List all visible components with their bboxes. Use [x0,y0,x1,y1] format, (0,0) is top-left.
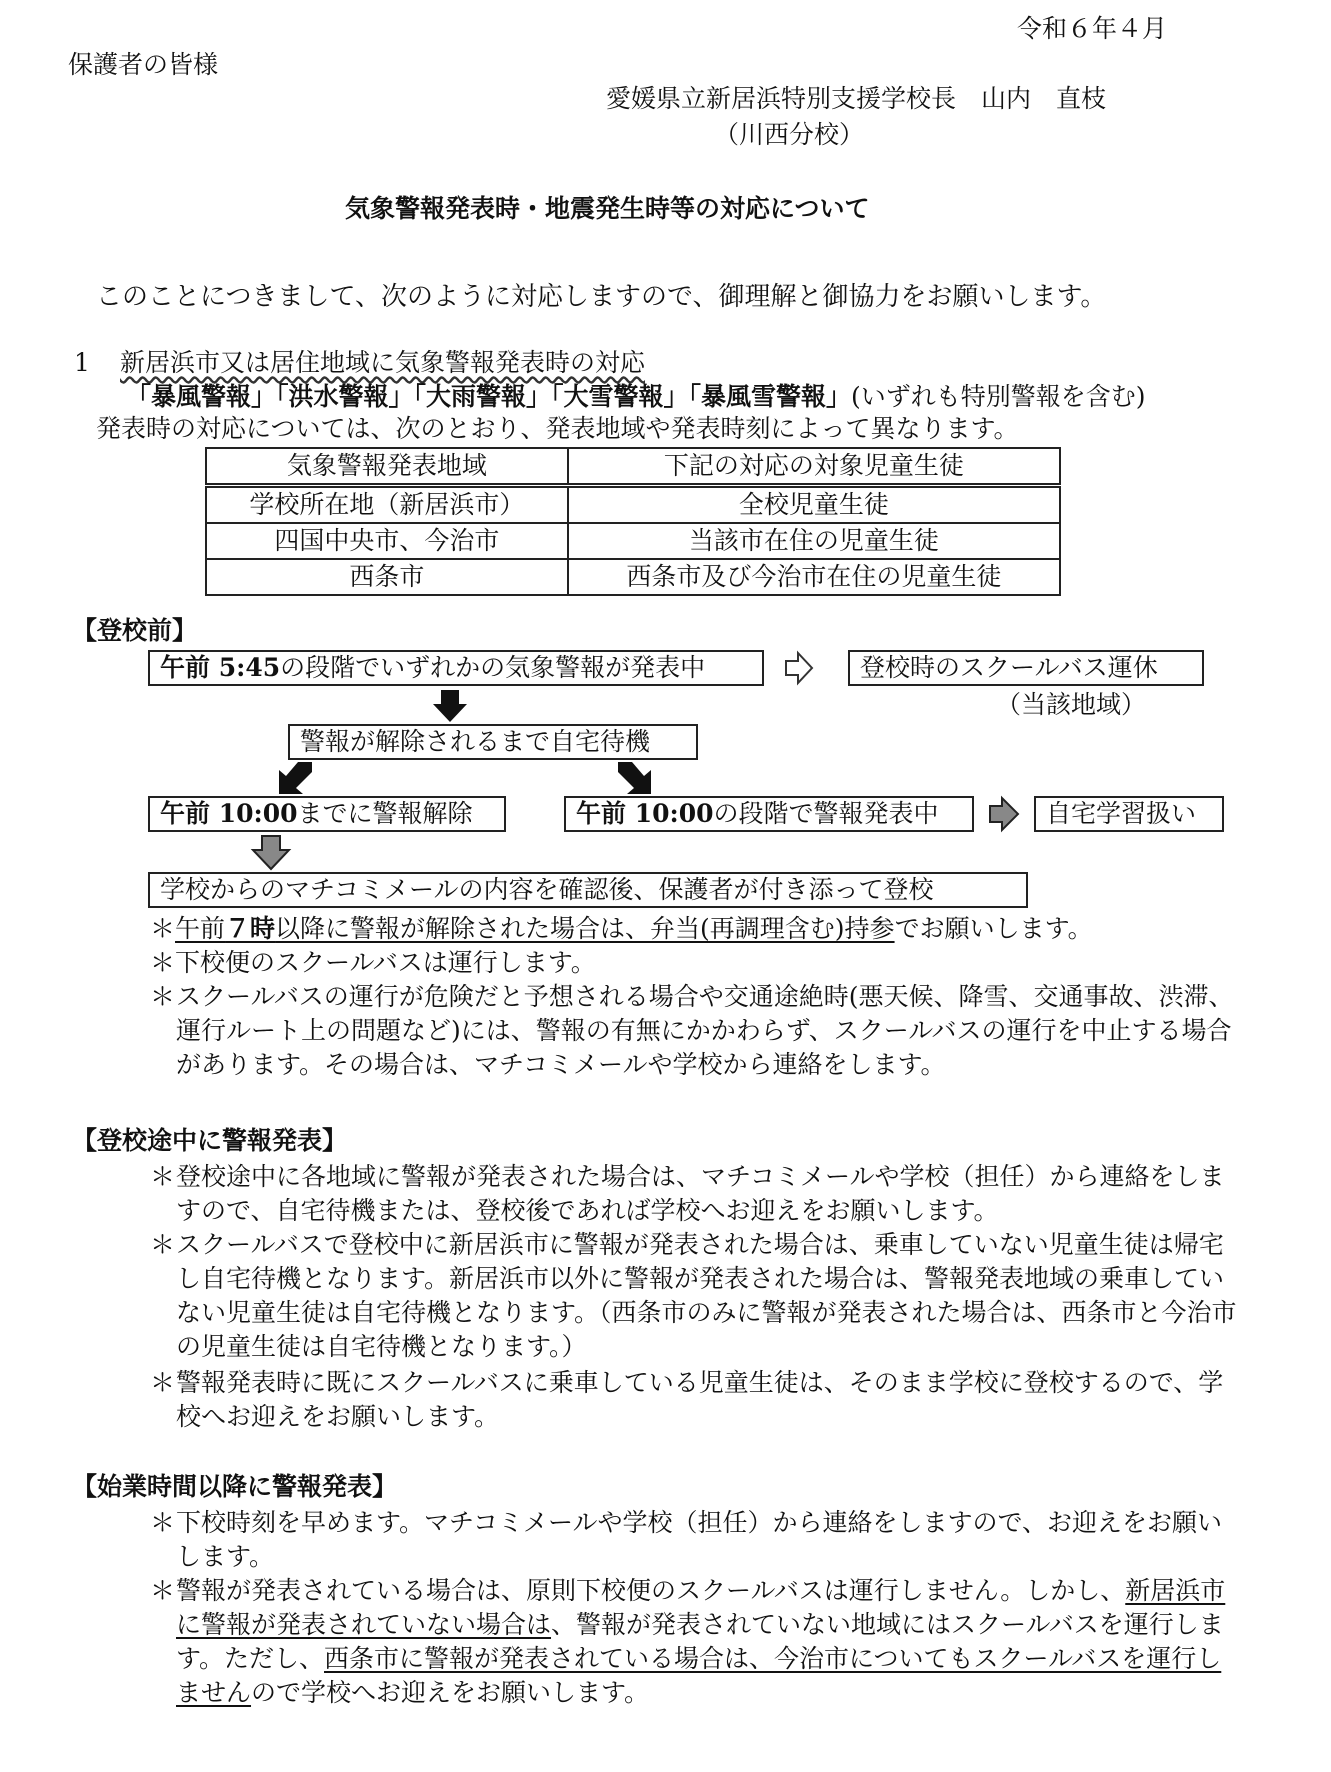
note-lunch [150,912,1093,945]
before-school-heading: 【登校前】 [72,616,198,645]
note-text: 午前 [175,914,226,943]
note-bus-cancel [150,980,1240,1082]
note-mark: ＊ [150,1162,176,1191]
recipient: 保護者の皆様 [68,50,219,79]
note-text-underlined: 西条市に警報が発表されている場合は、今治市についてもスクールバスを運行しません [176,1644,1222,1707]
note-text-part: 警報が発表されている場合は、原則下校便のスクールバスは運行しません。しかし、 [176,1576,1126,1605]
table-header-cell: 気象警報発表地域 [206,448,568,486]
note-mark: ＊ [150,1230,176,1259]
flow-box-wait-home: 警報が解除されるまで自宅待機 [288,724,698,760]
down-left-arrow-icon [279,762,312,794]
note-text: 警報発表時に既にスクールバスに乗車している児童生徒は、そのまま学校に登校するので、学校へお迎えをお願いします。 [176,1368,1224,1431]
table-cell: 四国中央市、今治市 [206,523,568,559]
note-mark: ＊ [150,1368,176,1397]
note-text: 以降に警報が解除された場合は、弁当(再調理含む)持参 [275,914,895,943]
note-return-bus: ＊下校便のスクールバスは運行します。 [150,948,596,977]
right-arrow-icon [786,653,812,683]
table-cell: 西条市 [206,559,568,595]
note-text: でお願いします。 [894,914,1093,943]
note-commute-2 [150,1228,1240,1364]
flow-box-attend: 学校からのマチコミメールの内容を確認後、保護者が付き添って登校 [148,872,1028,908]
flow-text: の段階で警報発表中 [713,799,939,828]
note-text: 下校時刻を早めます。マチコミメールや学校（担任）から連絡をしますので、お迎えをお願いします。 [176,1508,1223,1571]
note-mark: ＊ [150,914,176,943]
flow-text: の段階でいずれかの気象警報が発表中 [280,653,706,682]
document-title: 気象警報発表時・地震発生時等の対応について [345,194,870,223]
down-arrow-icon [253,836,289,869]
note-text [176,1574,1240,1710]
flow-box-bus-suspend: 登校時のスクールバス運休 [848,650,1204,686]
note-after-1 [150,1506,1240,1574]
flow-text: までに警報解除 [297,799,473,828]
table-cell: 学校所在地（新居浜市） [206,486,568,524]
down-arrow-icon [433,690,467,722]
sender-branch: （川西分校） [714,120,865,149]
note-text: 登校途中に各地域に警報が発表された場合は、マチコミメールや学校（担任）から連絡をしますので、自宅待機または、登校後であれば学校へお迎えをお願いします。 [176,1162,1225,1225]
note-text-part: 、警報が発表されていない地域にはスクールバスを運行します。ただし、 [176,1610,1224,1673]
down-right-arrow-icon [618,762,651,794]
section-description: 発表時の対応については、次のとおり、発表地域や発表時刻によって異なります。 [96,414,1019,443]
table-cell: 当該市在住の児童生徒 [568,523,1060,559]
document-date: 令和６年４月 [1017,14,1168,43]
after-start-heading: 【始業時間以降に警報発表】 [72,1472,398,1501]
flow-time: 午前 10:00 [576,799,714,828]
note-mark: ＊ [150,1508,176,1537]
note-commute-1 [150,1160,1240,1228]
flow-time: 午前 10:00 [160,799,298,828]
sender: 愛媛県立新居浜特別支援学校長 山内 直枝 [606,84,1107,113]
note-after-2 [150,1574,1240,1710]
note-mark: ＊ [150,982,176,1011]
note-commute-3 [150,1366,1240,1434]
note-text-bold: ７時 [225,914,276,943]
section-number: 1 [74,348,90,377]
note-text-part: ので学校へお迎えをお願いします。 [251,1678,650,1707]
table-cell: 西条市及び今治市在住の児童生徒 [568,559,1060,595]
note-text: スクールバスで登校中に新居浜市に警報が発表された場合は、乗車していない児童生徒は帰宅し自宅待機となります。新居浜市以外に警報が発表された場合は、警報発表地域の乗車していない児童生徒は自宅待機となります。（西条市のみに警報が発表された場合は、西条市と今治市の児童生徒は自宅待機となります。） [176,1230,1237,1361]
warning-list-note: (いずれも特別警報を含む) [851,382,1146,411]
table-cell: 全校児童生徒 [568,486,1060,524]
right-arrow-icon [990,798,1018,830]
flow-time: 午前 5:45 [160,653,281,682]
section-heading: 新居浜市又は居住地域に気象警報発表時の対応 [120,348,646,377]
flow-box-home-study: 自宅学習扱い [1034,796,1224,832]
table-header-cell: 下記の対応の対象児童生徒 [568,448,1060,486]
note-text: スクールバスの運行が危険だと予想される場合や交通途絶時(悪天候、降雪、交通事故、渋滞、運行ルート上の問題など)には、警報の有無にかかわらず、スクールバスの運行を中止する場合があります。その場合は、マチコミメールや学校から連絡をします。 [176,982,1234,1079]
note-mark: ＊ [150,1576,176,1605]
note-text-underlined: 新居浜市に警報が発表されていない場合は [176,1576,1226,1639]
during-commute-heading: 【登校途中に警報発表】 [72,1126,348,1155]
warning-list: 「暴風警報」「洪水警報」「大雨警報」「大雪警報」「暴風雪警報」 [126,382,852,411]
intro-text: このことにつきまして、次のように対応しますので、御理解と御協力をお願いします。 [96,282,1107,312]
bus-suspend-note: （当該地域） [996,690,1147,719]
